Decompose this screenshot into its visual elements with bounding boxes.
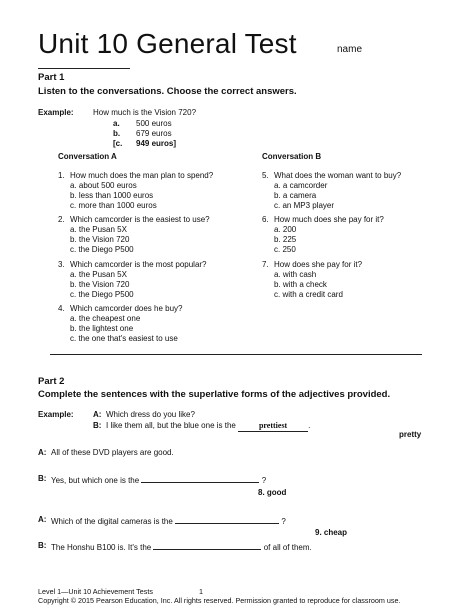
speaker-label: A: <box>93 410 102 419</box>
example-option-letter: b. <box>113 129 121 138</box>
sentence-text: Which of the digital cameras is the <box>51 517 173 526</box>
question-number: 2. <box>58 215 65 224</box>
sentence-line <box>51 474 266 486</box>
question-number: 7. <box>262 260 269 269</box>
question-text: How much does she pay for it? <box>274 215 384 224</box>
adjective-cue: 8. good <box>258 488 287 497</box>
footer-copyright: Copyright © 2015 Pearson Education, Inc. All rights reserved. Permission granted to reproduce for classroom use. <box>38 596 401 605</box>
answer-option: a. about 500 euros <box>70 181 137 190</box>
sentence-line <box>51 541 312 553</box>
example-line-b <box>106 421 310 432</box>
answer-option: b. the Vision 720 <box>70 280 130 289</box>
answer-option: c. the Diego P500 <box>70 290 134 299</box>
answer-option: b. the lightest one <box>70 324 134 333</box>
footer-level: Level 1—Unit 10 Achievement Tests <box>38 587 153 596</box>
sentence-line <box>51 515 286 527</box>
sentence-text: All of these DVD players are good. <box>51 448 174 457</box>
title-underline <box>38 68 130 69</box>
question-text: How much does the man plan to spend? <box>70 171 214 180</box>
section-divider <box>50 354 422 355</box>
example-answer: prettiest <box>238 421 308 432</box>
answer-option: b. with a check <box>274 280 327 289</box>
sentence-end: ? <box>261 476 267 485</box>
speaker-label: B: <box>38 541 47 550</box>
footer-page-number: 1 <box>199 587 203 596</box>
question-number: 3. <box>58 260 65 269</box>
speaker-label: A: <box>38 448 47 457</box>
example-line-a: Which dress do you like? <box>106 410 195 419</box>
speaker-label: B: <box>38 474 47 483</box>
example-option-letter: [c. <box>113 139 123 148</box>
answer-option: c. more than 1000 euros <box>70 201 157 210</box>
example-line-b-end: . <box>308 421 311 430</box>
answer-option: a. the Pusan 5X <box>70 270 127 279</box>
answer-option: b. the Vision 720 <box>70 235 130 244</box>
question-number: 6. <box>262 215 269 224</box>
answer-option: c. the Diego P500 <box>70 245 134 254</box>
example-option-letter: a. <box>113 119 120 128</box>
question-number: 4. <box>58 304 65 313</box>
question-number: 5. <box>262 171 269 180</box>
adjective-cue: 9. cheap <box>315 528 348 537</box>
sentence-end: ? <box>281 517 286 526</box>
answer-option: b. 225 <box>274 235 297 244</box>
sentence-text: Yes, but which one is the <box>51 476 140 485</box>
question-number: 1. <box>58 171 65 180</box>
answer-option: a. with cash <box>274 270 317 279</box>
part1-example-label: Example: <box>38 108 74 117</box>
example-option-text: 949 euros] <box>136 139 177 148</box>
part2-heading: Part 2 <box>38 376 65 387</box>
question-text: What does the woman want to buy? <box>274 171 402 180</box>
sentence-end: of all of them. <box>263 543 312 552</box>
conversation-a-heading: Conversation A <box>58 152 117 161</box>
answer-option: c. 250 <box>274 245 296 254</box>
example-option-text: 500 euros <box>136 119 172 128</box>
answer-option: a. 200 <box>274 225 297 234</box>
speaker-label: B: <box>93 421 102 430</box>
example-line-b-text: I like them all, but the blue one is the <box>106 421 236 430</box>
adjective-cue: pretty <box>399 430 422 439</box>
example-option-text: 679 euros <box>136 129 172 138</box>
part1-example-question: How much is the Vision 720? <box>93 108 197 117</box>
answer-option: a. a camcorder <box>274 181 328 190</box>
answer-option: b. a camera <box>274 191 317 200</box>
answer-option: a. the Pusan 5X <box>70 225 127 234</box>
part2-example-label: Example: <box>38 410 74 419</box>
answer-option: c. the one that's easiest to use <box>70 334 178 343</box>
name-label: name <box>337 44 363 55</box>
answer-option: a. the cheapest one <box>70 314 141 323</box>
part1-instructions: Listen to the conversations. Choose the correct answers. <box>38 86 297 97</box>
answer-option: c. with a credit card <box>274 290 343 299</box>
answer-blank[interactable] <box>141 474 259 483</box>
answer-option: b. less than 1000 euros <box>70 191 154 200</box>
part1-heading: Part 1 <box>38 72 65 83</box>
answer-blank[interactable] <box>175 515 279 524</box>
conversation-b-heading: Conversation B <box>262 152 322 161</box>
answer-option: c. an MP3 player <box>274 201 335 210</box>
speaker-label: A: <box>38 515 47 524</box>
part2-instructions: Complete the sentences with the superlative forms of the adjectives provided. <box>38 389 391 400</box>
question-text: Which camcorder is the most popular? <box>70 260 207 269</box>
question-text: How does she pay for it? <box>274 260 363 269</box>
page-title: Unit 10 General Test <box>38 28 297 59</box>
question-text: Which camcorder does he buy? <box>70 304 183 313</box>
question-text: Which camcorder is the easiest to use? <box>70 215 210 224</box>
answer-blank[interactable] <box>153 541 261 550</box>
sentence-text: The Honshu B100 is. It's the <box>51 543 152 552</box>
